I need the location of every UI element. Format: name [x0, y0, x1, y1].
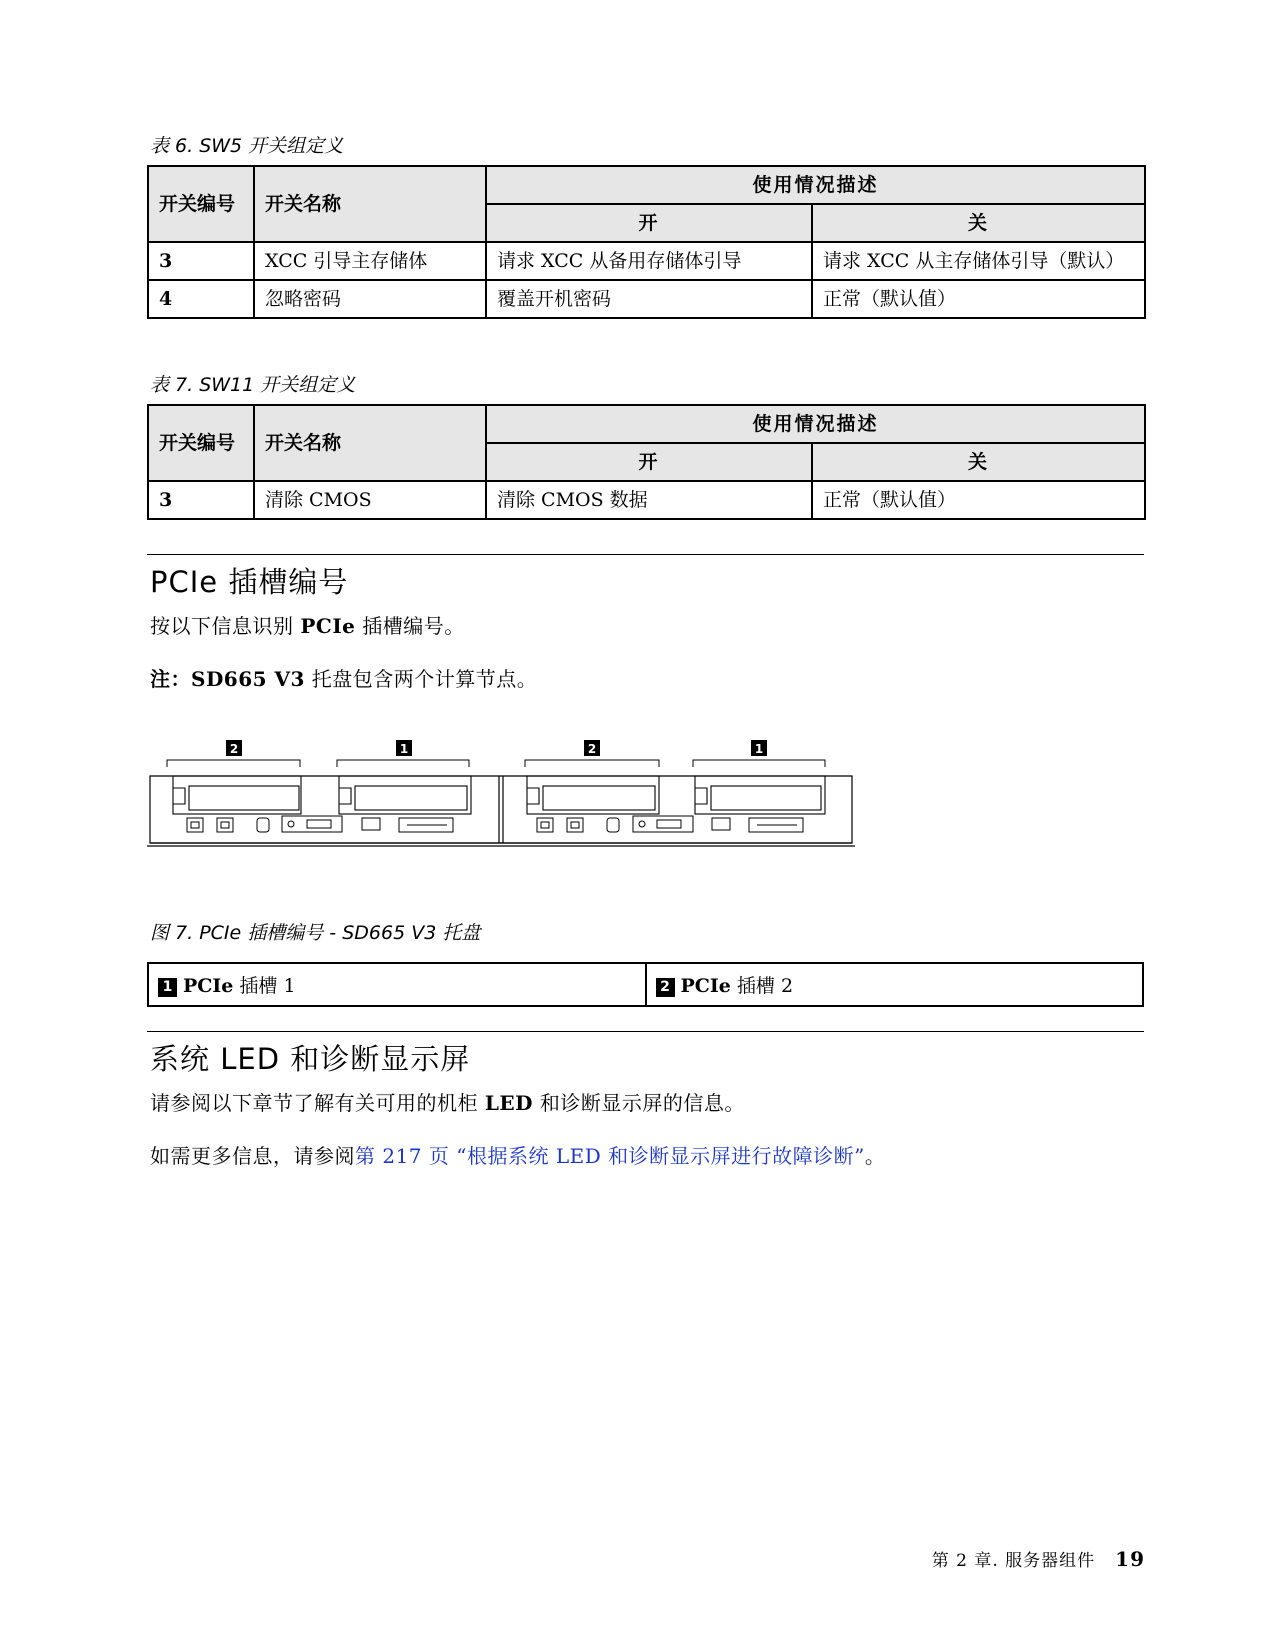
header-on: 开 — [486, 443, 812, 481]
callout-1 — [751, 740, 767, 756]
table-row — [148, 242, 1145, 280]
section-divider — [147, 1031, 1144, 1032]
led-intro — [150, 1087, 745, 1116]
pcie-slot-1-node-b — [695, 776, 825, 814]
cell-on: 请求 XCC 从备用存储体引导 — [486, 242, 812, 280]
section-heading-pcie: PCIe 插槽编号 — [150, 565, 349, 599]
header-switch-name: 开关名称 — [254, 405, 486, 481]
para-text: 请参阅以下章节了解有关可用的机柜 — [150, 1091, 485, 1115]
pcie-intro — [150, 610, 465, 639]
figure-legend — [147, 962, 1144, 1007]
para-bold: LED — [484, 1091, 534, 1115]
figure-caption: 图 7. PCIe 插槽编号 - SD665 V3 托盘 — [150, 922, 481, 944]
callout-2 — [226, 740, 242, 756]
callout-2 — [584, 740, 600, 756]
table7 — [147, 404, 1144, 520]
header-usage-description: 使用情况描述 — [486, 166, 1145, 204]
pcie-slot-1-node-a — [339, 776, 471, 814]
header-off: 关 — [812, 443, 1145, 481]
cell-number: 3 — [148, 242, 254, 280]
page-number: 19 — [1115, 1547, 1145, 1571]
legend-label-bold: PCIe — [183, 975, 234, 997]
pcie-slot-2-node-b — [527, 776, 659, 814]
header-usage-description: 使用情况描述 — [486, 405, 1145, 443]
note-label: 注：SD665 V3 — [150, 667, 305, 691]
table7-caption: 表 7. SW11 开关组定义 — [150, 374, 356, 396]
header-switch-name: 开关名称 — [254, 166, 486, 242]
intro-text: 按以下信息识别 — [150, 614, 301, 638]
cell-on: 覆盖开机密码 — [486, 280, 812, 318]
table-row — [148, 280, 1145, 318]
intro-text-end: 插槽编号。 — [355, 614, 465, 638]
legend-label: 插槽 1 — [233, 975, 296, 997]
callout-2: 2 — [656, 978, 675, 997]
callout-1 — [396, 740, 412, 756]
cell-name: XCC 引导主存储体 — [254, 242, 486, 280]
callout-1: 1 — [158, 978, 177, 997]
cell-name: 忽略密码 — [254, 280, 486, 318]
svg-text:1: 1 — [399, 742, 409, 756]
para-text-end: 和诊断显示屏的信息。 — [533, 1091, 745, 1115]
troubleshooting-link[interactable]: 第 217 页 “根据系统 LED 和诊断显示屏进行故障诊断” — [355, 1144, 865, 1168]
para-text: 如需更多信息，请参阅 — [150, 1144, 355, 1168]
pcie-slot-2-node-a — [173, 776, 301, 814]
cell-number: 4 — [148, 280, 254, 318]
legend-label-bold: PCIe — [680, 975, 731, 997]
svg-text:1: 1 — [754, 742, 764, 756]
cell-on: 清除 CMOS 数据 — [486, 481, 812, 519]
table6-caption: 表 6. SW5 开关组定义 — [150, 135, 344, 157]
pcie-note — [150, 663, 537, 692]
cell-number: 3 — [148, 481, 254, 519]
rear-io-node-b — [537, 816, 803, 832]
header-on: 开 — [486, 204, 812, 242]
cell-name: 清除 CMOS — [254, 481, 486, 519]
legend-item — [646, 963, 1144, 1006]
led-more-info — [150, 1140, 885, 1169]
section-divider — [147, 554, 1144, 555]
rear-io-node-a — [187, 816, 453, 832]
page-footer — [932, 1546, 1145, 1571]
svg-text:2: 2 — [587, 742, 597, 756]
legend-item — [148, 963, 646, 1006]
cell-off: 正常（默认值） — [812, 481, 1145, 519]
svg-text:2: 2 — [229, 742, 239, 756]
pcie-slot-figure — [147, 740, 897, 890]
cell-off: 正常（默认值） — [812, 280, 1145, 318]
intro-bold: PCIe — [300, 614, 356, 638]
table-row — [148, 481, 1145, 519]
header-off: 关 — [812, 204, 1145, 242]
cell-off: 请求 XCC 从主存储体引导（默认） — [812, 242, 1145, 280]
note-text: 托盘包含两个计算节点。 — [304, 667, 538, 691]
para-text-end: 。 — [864, 1144, 886, 1168]
header-switch-number: 开关编号 — [148, 405, 254, 481]
section-heading-led: 系统 LED 和诊断显示屏 — [150, 1042, 471, 1076]
header-switch-number: 开关编号 — [148, 166, 254, 242]
footer-chapter: 第 2 章. 服务器组件 — [931, 1551, 1096, 1571]
legend-label: 插槽 2 — [730, 975, 794, 997]
table6 — [147, 165, 1144, 319]
